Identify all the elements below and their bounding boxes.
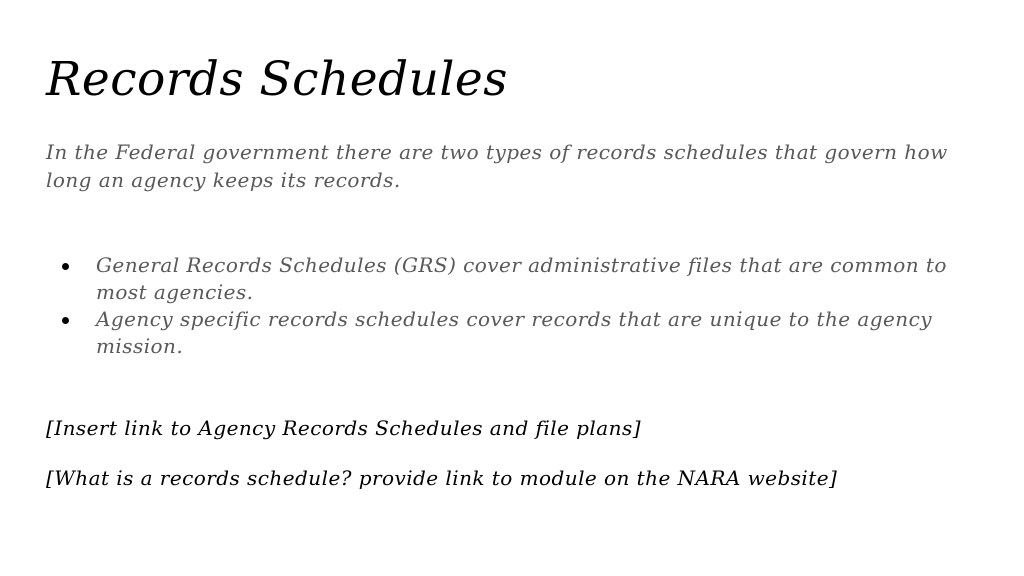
intro-paragraph: In the Federal government there are two types of records schedules that govern how long an agency keeps its records.: [46, 140, 948, 192]
bullet-text: General Records Schedules (GRS) cover administrative files that are common to most agencies.: [96, 253, 947, 304]
bullet-dot-icon: [62, 263, 69, 270]
bullet-text: Agency specific records schedules cover records that are unique to the agency mission.: [96, 307, 933, 358]
bullet-item-grs: [46, 252, 986, 306]
bullet-item-agency-specific: [46, 306, 986, 360]
bullet-list: [46, 252, 986, 360]
placeholder-note-nara-module: [What is a records schedule? provide link to module on the NARA website]: [46, 466, 838, 490]
bullet-dot-icon: [62, 317, 69, 324]
slide-title: Records Schedules: [46, 52, 508, 107]
placeholder-note-agency-schedules: [Insert link to Agency Records Schedules and file plans]: [46, 416, 641, 440]
